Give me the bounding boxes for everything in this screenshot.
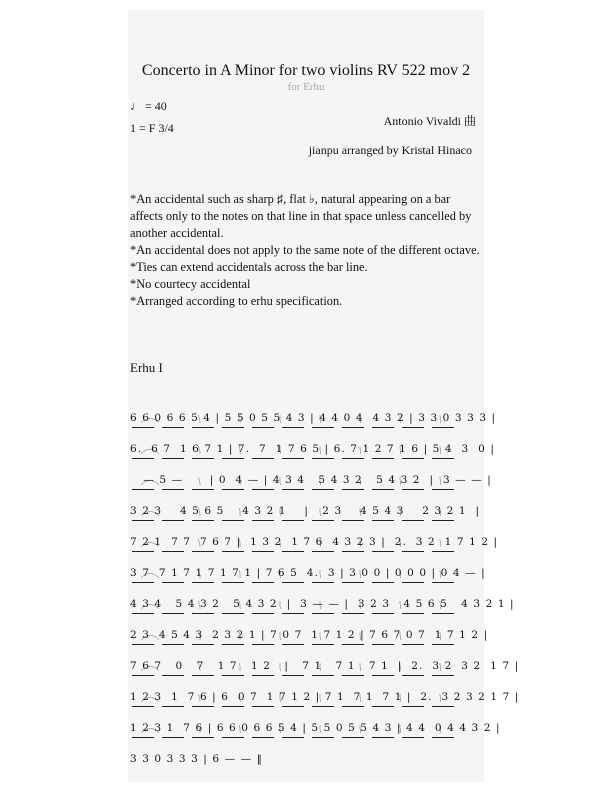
score-line: [130, 743, 475, 773]
arranger-credit: jianpu arranged by Kristal Hinaco: [308, 143, 472, 157]
piece-title: Concerto in A Minor for two violins RV 522 mov 2: [141, 62, 471, 79]
score-line-text: 3 3 0 3 3 3 | 6 — — ‖: [130, 753, 264, 765]
score-line: [130, 526, 499, 556]
composer-credit: Antonio Vivaldi 曲: [383, 114, 476, 128]
note-courtesy: *No courtecy accidental: [130, 277, 251, 291]
key-signature: 1 = F 3/4: [130, 121, 174, 135]
score-line-text: 2 3 4 5 4 3 2 3 2 1 | 7 0 7 1 7 1 2 | 7 6 7 0 7 1 7 1 2 |: [130, 629, 489, 641]
score-line: [130, 712, 501, 742]
score-page: [128, 10, 520, 782]
score-line: [130, 402, 497, 432]
piece-subtitle: for Erhu: [287, 81, 325, 93]
score-line: [130, 681, 520, 711]
tempo-marking: ♩ = 40: [130, 99, 167, 113]
score-line: [130, 433, 496, 463]
score-line-text: 3 7 7 1 7 1 7 1 7 1 | 7 6 5 4. 3 | 3 0 0 | 0 0 0 | 0 4 — |: [130, 567, 486, 579]
score-line-text: 7 2 1 7 7 7 6 7 | 1 3 2 1 7 6 4 3 2 3 | 2. 3 2 1 7 1 2 |: [130, 536, 499, 548]
score-line-text: 4 3 4 5 4 3 2 5 4 3 2 | 3 — — | 3 2 3 4 5 6 5 4 3 2 1 |: [130, 598, 515, 610]
score-line-text: 3 2 3 4 5 6 5 4 3 2 1 | 2 3 4 5 4 3 2 3 2 1 |: [130, 505, 481, 517]
note-accidental-bar: *An accidental such as sharp ♯, flat ♭, natural appearing on a bar affects only to the notes on that line in that space unless cancelled by another accidental.: [130, 192, 472, 240]
note-ties: *Ties can extend accidentals across the bar line.: [130, 260, 368, 274]
score-line: [130, 464, 492, 494]
score-line-text: 1 2 3 1 7 6 | 6 0 7 1 7 1 2 | 7 1 7 1 7 1 | 2. 3 2 3 2 1 7 |: [130, 691, 520, 703]
score-line: [130, 588, 515, 618]
score-line: [130, 619, 489, 649]
note-erhu-spec: *Arranged according to erhu specification.: [130, 294, 343, 308]
score-line: [130, 650, 520, 680]
score-line: [130, 495, 481, 525]
note-accidental-octave: *An accidental does not apply to the same note of the different octave.: [130, 243, 480, 257]
performance-notes: [130, 191, 484, 310]
score-line-text: — 5 — | 0 4 — | 4 3 4 5 4 3 2 5 4 3 2 | 3 — — |: [130, 474, 492, 486]
part-label: Erhu I: [130, 360, 163, 375]
score-line-text: 1 2 3 1 7 6 | 6 6 0 6 6 5 4 | 5 5 0 5 5 4 3 | 4 4 0 4 4 3 2 |: [130, 722, 501, 734]
score-line: [130, 557, 486, 587]
score-line-text: 6. 6 7 1 6 7 1 | 7. 7 1 7 6 5 | 6. 7 1 2 7 1 6 | 5 4 3 0 |: [130, 443, 496, 455]
score-line-text: 7 6 7 0 7 1 7 1 2 | 7 1 7 1 7 1 | 2. 3 2 3 2 1 7 |: [130, 660, 520, 672]
score-line-text: 6 6 0 6 6 5 4 | 5 5 0 5 5 4 3 | 4 4 0 4 4 3 2 | 3 3 0 3 3 3 |: [130, 412, 497, 424]
